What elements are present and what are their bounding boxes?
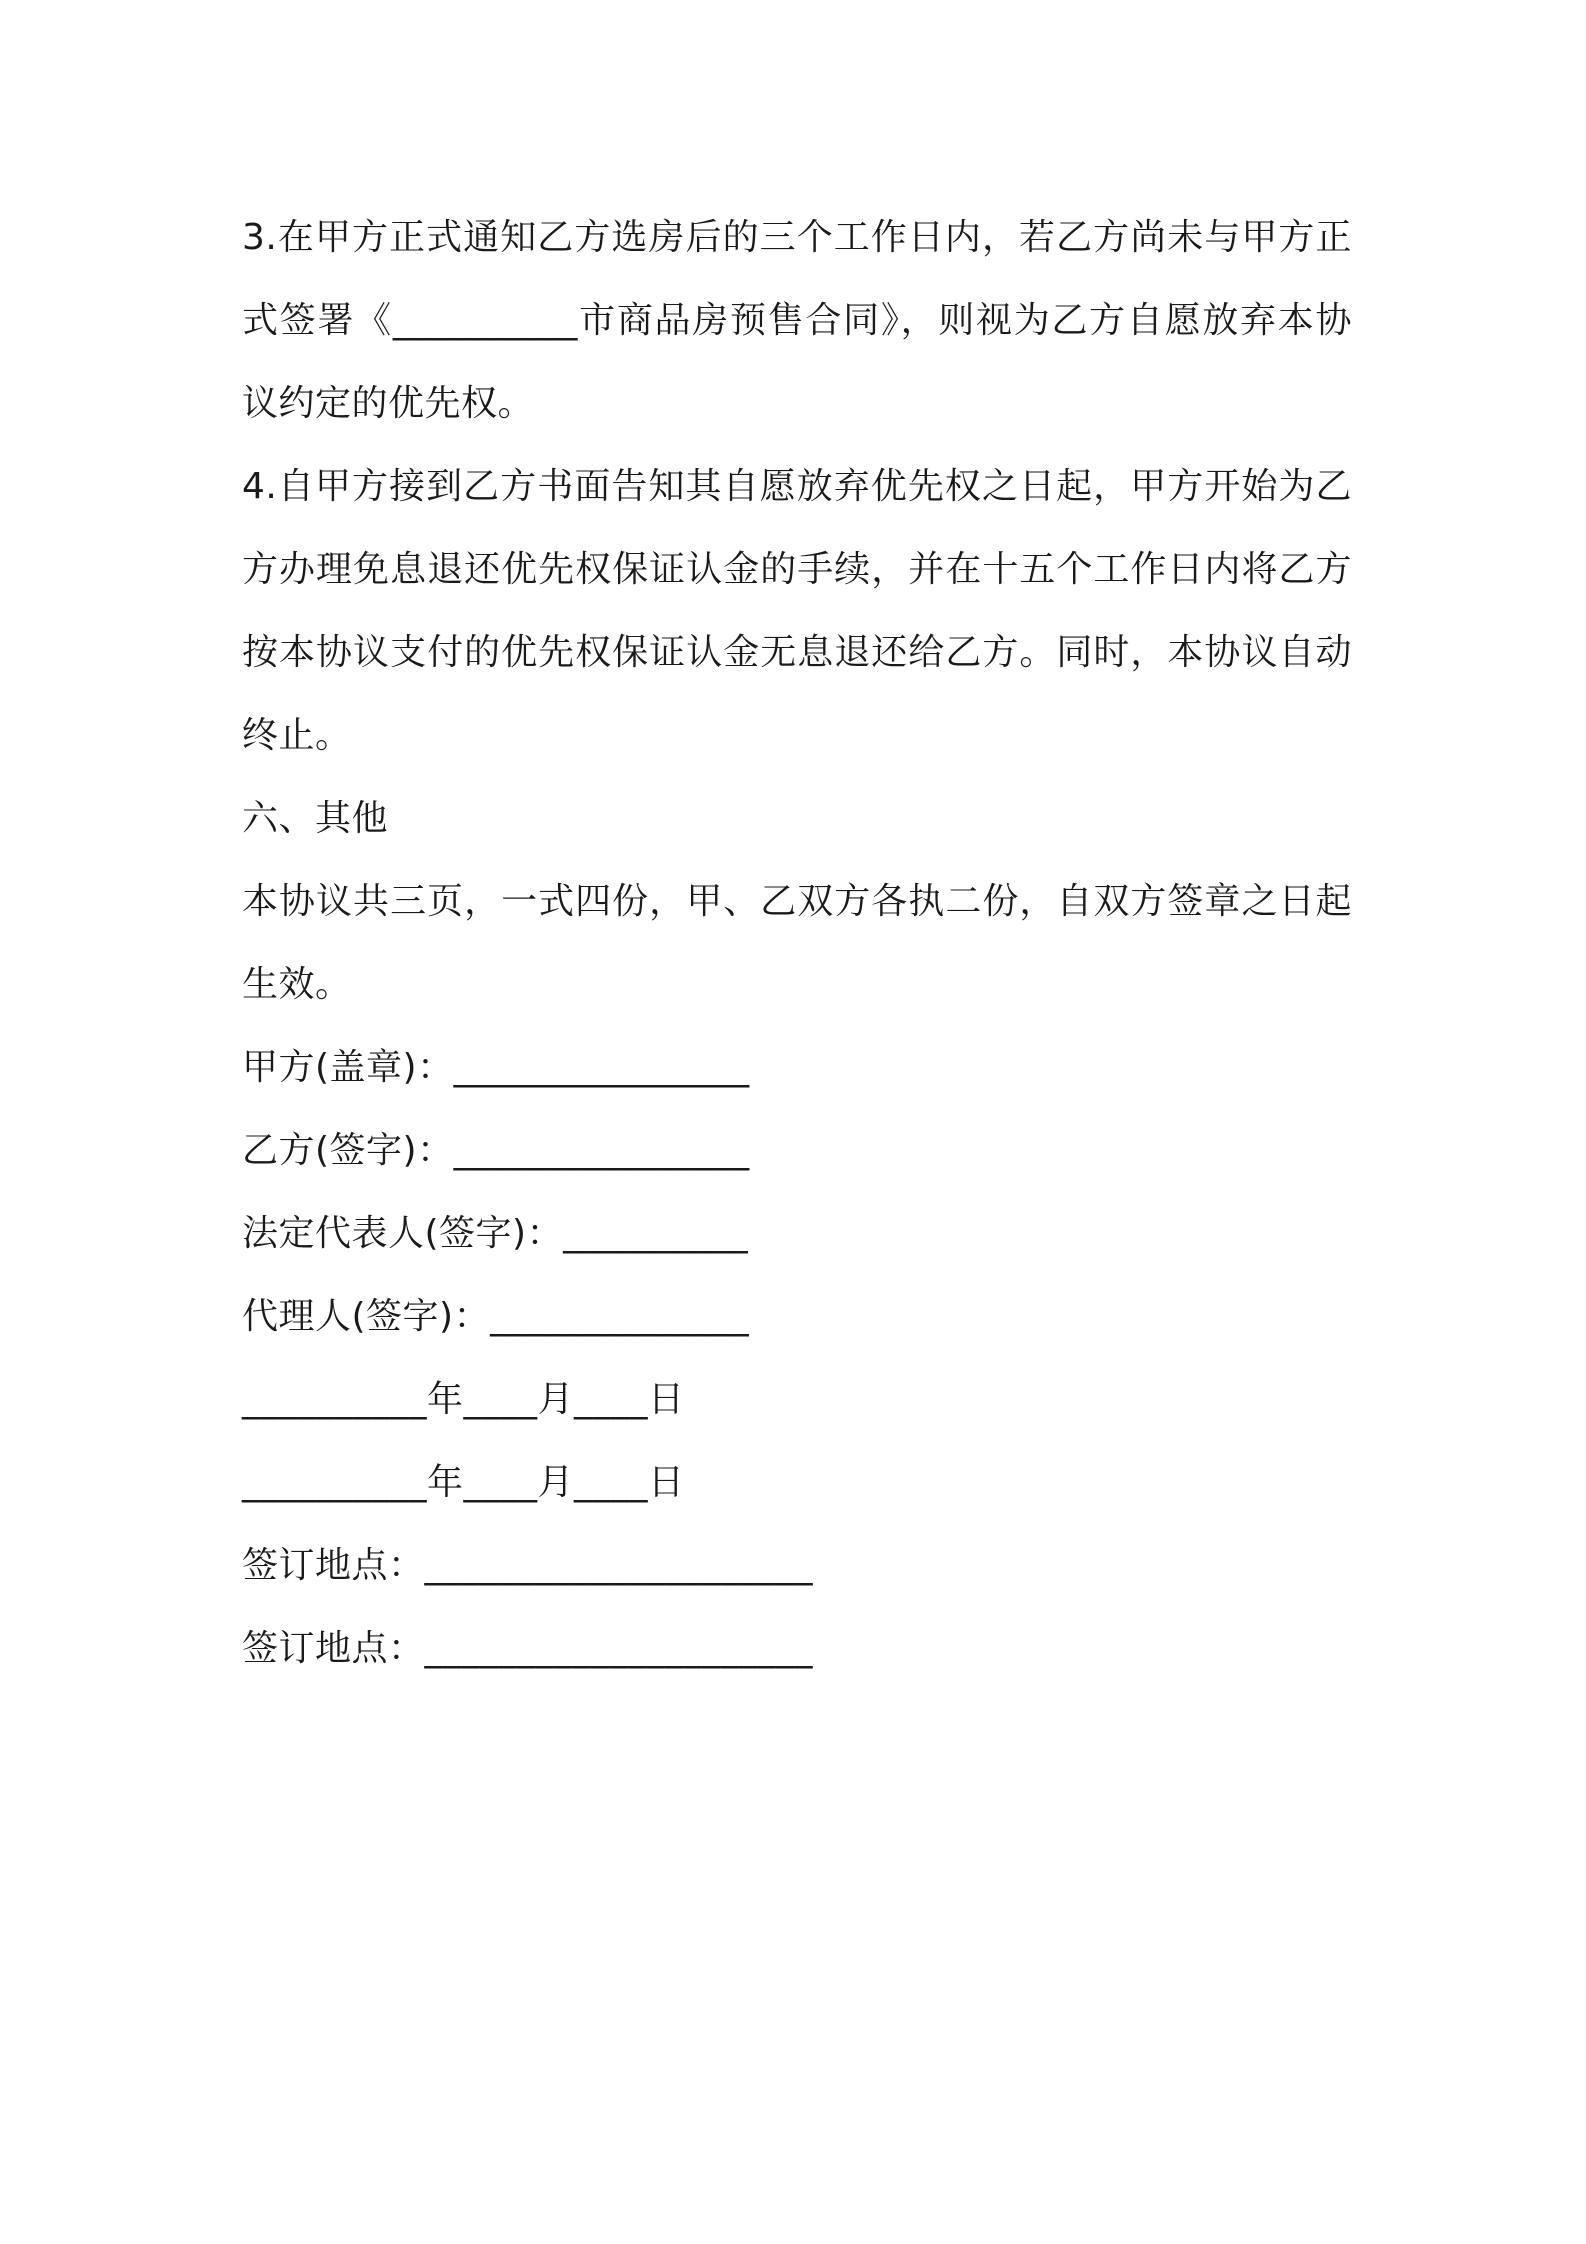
section-body: 本协议共三页，一式四份，甲、乙双方各执二份，自双方签章之日起生效。 [242, 881, 1352, 1005]
date-line: __________年____月____日 [242, 1462, 685, 1503]
signing-place-line: 签订地点：_____________________ [242, 1545, 814, 1586]
document-body [242, 196, 1352, 1690]
party-a-signature-line: 甲方(盖章)：________________ [242, 1047, 750, 1088]
clause-4: 4.自甲方接到乙方书面告知其自愿放弃优先权之日起，甲方开始为乙方办理免息退还优先权保证认金的手续，并在十五个工作日内将乙方按本协议支付的优先权保证认金无息退还给乙方。同时，本协议自动终止。 [242, 466, 1352, 756]
party-b-signature-line: 乙方(签字)：________________ [242, 1130, 750, 1171]
legal-representative-signature-line: 法定代表人(签字)：__________ [242, 1213, 749, 1254]
section-heading: 六、其他 [242, 798, 389, 839]
signing-place-line: 签订地点：_____________________ [242, 1628, 814, 1669]
date-line: __________年____月____日 [242, 1379, 685, 1420]
clause-3: 3.在甲方正式通知乙方选房后的三个工作日内，若乙方尚未与甲方正式签署《__________市商品房预售合同》，则视为乙方自愿放弃本协议约定的优先权。 [242, 217, 1352, 424]
agent-signature-line: 代理人(签字)：______________ [242, 1296, 750, 1337]
